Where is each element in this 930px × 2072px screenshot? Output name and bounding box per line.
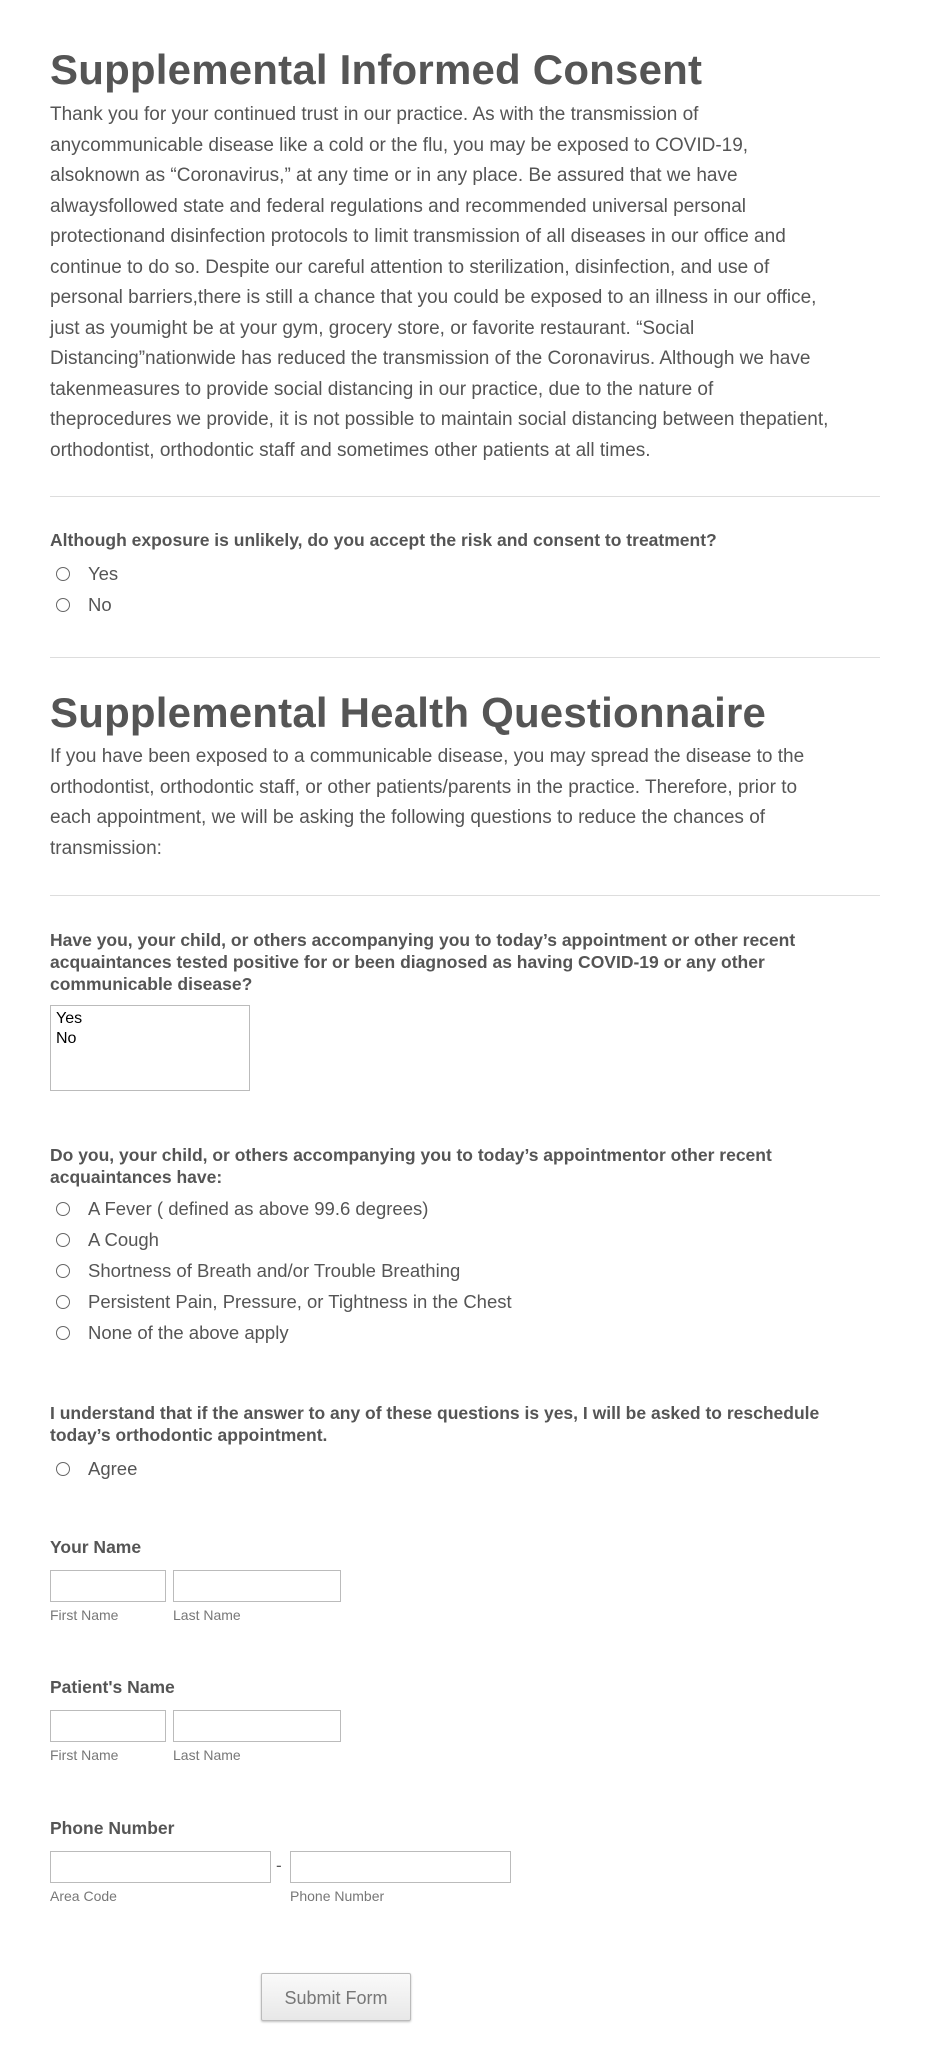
- radio-label: Agree: [88, 1458, 138, 1479]
- q1-label: [50, 929, 890, 995]
- consent-option-yes[interactable]: [56, 563, 118, 585]
- phone-label: Phone Number: [50, 1818, 175, 1838]
- q2-option-cough[interactable]: [56, 1229, 159, 1251]
- q2-option-none[interactable]: [56, 1322, 289, 1344]
- questionnaire-line: orthodontist, orthodontic staff, or other patients/parents in the practice. Therefore, prior to: [50, 776, 798, 798]
- consent-line: alwaysfollowed state and federal regulations and recommended universal personal: [50, 195, 747, 217]
- questionnaire-line: If you have been exposed to a communicable disease, you may spread the disease to the: [50, 746, 805, 767]
- questionnaire-paragraph: [50, 742, 890, 864]
- consent-paragraph: [50, 100, 890, 466]
- consent-line: Thank you for your continued trust in our practice. As with the transmission of: [50, 104, 699, 125]
- last-name-sublabel: Last Name: [173, 1607, 241, 1623]
- patient-name-label: Patient's Name: [50, 1677, 175, 1697]
- divider: [50, 657, 880, 658]
- consent-line: continue to do so. Despite our careful attention to sterilization, disinfection, and use of: [50, 256, 770, 278]
- patient-last-name-input[interactable]: [173, 1710, 341, 1742]
- consent-line: takenmeasures to provide social distancing in our practice, due to the nature of: [50, 378, 714, 400]
- questionnaire-line: each appointment, we will be asking the following questions to reduce the chances of: [50, 807, 766, 828]
- consent-line: personal barriers,there is still a chance that you could be exposed to an illness in our office,: [50, 287, 817, 308]
- area-code-input[interactable]: [50, 1851, 271, 1883]
- consent-line: alsoknown as “Coronavirus,” at any time or in any place. Be assured that we have: [50, 165, 738, 186]
- consent-question-label: Although exposure is unlikely, do you accept the risk and consent to treatment?: [50, 530, 717, 550]
- consent-line: just as youmight be at your gym, grocery store, or favorite restaurant. “Social: [50, 317, 695, 339]
- radio-button[interactable]: [56, 1233, 70, 1247]
- q2-line: acquaintances have:: [50, 1167, 223, 1187]
- radio-button[interactable]: [56, 567, 70, 581]
- listbox-option-no[interactable]: No: [56, 1030, 77, 1047]
- radio-button[interactable]: [56, 1264, 70, 1278]
- consent-line: Distancing”nationwide has reduced the transmission of the Coronavirus. Although we have: [50, 348, 811, 369]
- radio-label: None of the above apply: [88, 1322, 289, 1343]
- radio-label: A Fever ( defined as above 99.6 degrees): [88, 1198, 429, 1219]
- patient-first-name-input[interactable]: [50, 1710, 166, 1742]
- first-name-sublabel: First Name: [50, 1607, 119, 1623]
- radio-label: Yes: [88, 563, 119, 584]
- radio-button[interactable]: [56, 1295, 70, 1309]
- phone-separator: -: [276, 1856, 282, 1875]
- q3-line: I understand that if the answer to any of these questions is yes, I will be asked to reschedule: [50, 1403, 820, 1423]
- area-code-sublabel: Area Code: [50, 1888, 117, 1904]
- radio-button[interactable]: [56, 1202, 70, 1216]
- radio-button[interactable]: [56, 1462, 70, 1476]
- q3-label: [50, 1402, 890, 1446]
- questionnaire-line: transmission:: [50, 837, 162, 859]
- q2-option-fever[interactable]: [56, 1198, 428, 1220]
- questionnaire-title: Supplemental Health Questionnaire: [50, 689, 767, 736]
- q2-option-chest[interactable]: [56, 1291, 512, 1313]
- consent-line: protectionand disinfection protocols to limit transmission of all diseases in our office and: [50, 226, 786, 247]
- consent-title: Supplemental Informed Consent: [50, 46, 703, 93]
- radio-label: Shortness of Breath and/or Trouble Breathing: [88, 1260, 461, 1281]
- radio-label: No: [88, 594, 112, 615]
- your-first-name-input[interactable]: [50, 1570, 166, 1602]
- phone-number-input[interactable]: [290, 1851, 511, 1883]
- your-name-label: Your Name: [50, 1537, 142, 1557]
- q2-option-breath[interactable]: [56, 1260, 460, 1282]
- consent-option-no[interactable]: [56, 594, 112, 616]
- q1-line: Have you, your child, or others accompanying you to today’s appointment or other recent: [50, 930, 796, 950]
- q3-option-agree[interactable]: [56, 1458, 137, 1480]
- your-last-name-input[interactable]: [173, 1570, 341, 1602]
- radio-label: Persistent Pain, Pressure, or Tightness in the Chest: [88, 1291, 512, 1312]
- q2-line: Do you, your child, or others accompanying you to today’s appointmentor other recent: [50, 1145, 772, 1165]
- listbox-option-yes[interactable]: Yes: [56, 1010, 83, 1027]
- divider: [50, 895, 880, 896]
- radio-label: A Cough: [88, 1229, 159, 1250]
- submit-button[interactable]: Submit Form: [261, 1973, 411, 2021]
- consent-line: theprocedures we provide, it is not possible to maintain social distancing between thepatient,: [50, 409, 829, 430]
- q3-line: today’s orthodontic appointment.: [50, 1425, 328, 1445]
- consent-line: orthodontist, orthodontic staff and sometimes other patients at all times.: [50, 439, 651, 461]
- q1-line: acquaintances tested positive for or been diagnosed as having COVID-19 or any other: [50, 952, 765, 972]
- last-name-sublabel: Last Name: [173, 1747, 241, 1763]
- consent-line: anycommunicable disease like a cold or the flu, you may be exposed to COVID-19,: [50, 134, 749, 156]
- radio-button[interactable]: [56, 1326, 70, 1340]
- phone-number-sublabel: Phone Number: [290, 1888, 385, 1904]
- q1-line: communicable disease?: [50, 974, 253, 994]
- radio-button[interactable]: [56, 598, 70, 612]
- divider: [50, 496, 880, 497]
- q2-label: [50, 1144, 890, 1188]
- q1-listbox[interactable]: [50, 1005, 250, 1091]
- first-name-sublabel: First Name: [50, 1747, 119, 1763]
